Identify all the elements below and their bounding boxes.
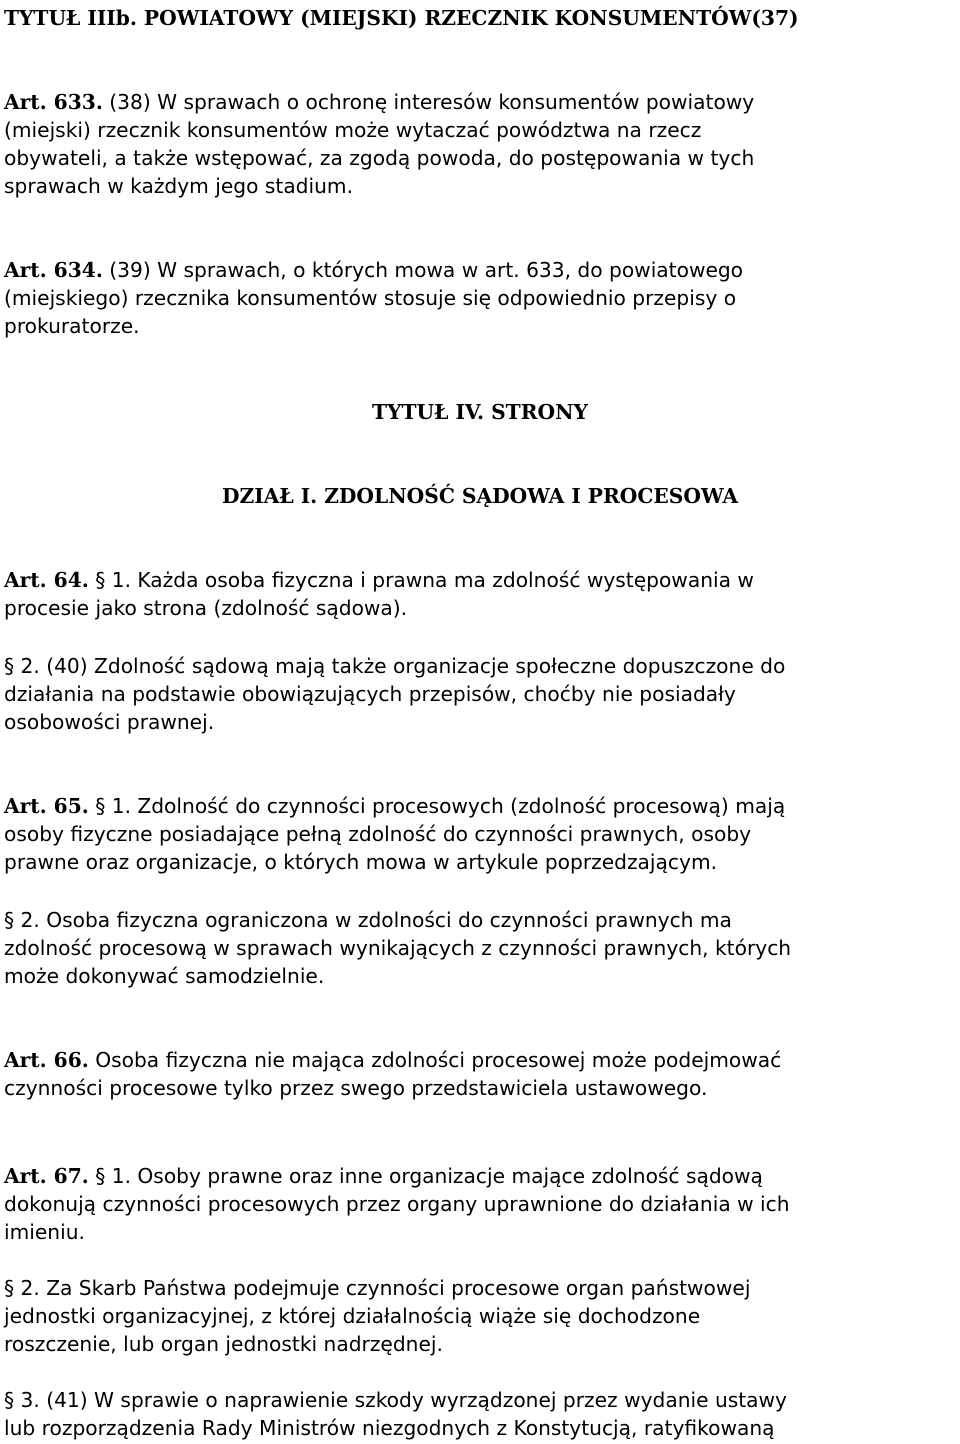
article-text: Osoba fizyczna nie mająca zdolności procesowej może podejmować bbox=[88, 1048, 782, 1072]
article-633 bbox=[4, 88, 960, 200]
art-67-p2-line-2: jednostki organizacyjnej, z której działalnością wiąże się dochodzone bbox=[4, 1304, 701, 1328]
article-label: Art. 634. bbox=[4, 258, 103, 282]
article-text: (38) W sprawach o ochronę interesów konsumentów powiatowy bbox=[102, 90, 755, 114]
art-66-line-2: czynności procesowe tylko przez swego przedstawiciela ustawowego. bbox=[4, 1076, 708, 1100]
art-67-p3-line-2: lub rozporządzenia Rady Ministrów niezgodnych z Konstytucją, ratyfikowaną bbox=[4, 1416, 775, 1440]
article-text: § 1. Każda osoba fizyczna i prawna ma zdolność występowania w bbox=[88, 568, 754, 592]
art-633-line-2: (miejski) rzecznik konsumentów może wytaczać powództwa na rzecz bbox=[4, 118, 702, 142]
heading-dzial-i bbox=[0, 482, 960, 510]
art-67-p2-line-1: § 2. Za Skarb Państwa podejmuje czynności procesowe organ państwowej bbox=[4, 1276, 751, 1300]
article-65-par-1 bbox=[4, 792, 960, 876]
art-64-p2-line-1: § 2. (40) Zdolność sądową mają także organizacje społeczne dopuszczone do bbox=[4, 654, 786, 678]
art-634-line-2: (miejskiego) rzecznika konsumentów stosuje się odpowiednio przepisy o bbox=[4, 286, 737, 310]
article-65-par-2 bbox=[4, 906, 960, 990]
article-label: Art. 65. bbox=[4, 794, 89, 818]
art-67-p2-line-3: roszczenie, lub organ jednostki nadrzędnej. bbox=[4, 1332, 443, 1356]
art-66-line-1 bbox=[4, 1046, 960, 1074]
dzial-i-text: DZIAŁ I. ZDOLNOŚĆ SĄDOWA I PROCESOWA bbox=[221, 484, 739, 508]
article-64-par-1 bbox=[4, 566, 960, 622]
article-label: Art. 633. bbox=[4, 90, 103, 114]
art-67-p1-line-2: dokonują czynności procesowych przez organy uprawnione do działania w ich bbox=[4, 1192, 790, 1216]
art-64-p1-line-1 bbox=[4, 566, 960, 594]
article-634 bbox=[4, 256, 960, 340]
article-67-par-2 bbox=[4, 1274, 960, 1358]
article-label: Art. 67. bbox=[4, 1164, 89, 1188]
art-65-p2-line-2: zdolność procesową w sprawach wynikających z czynności prawnych, których bbox=[4, 936, 792, 960]
art-64-p1-line-2: procesie jako strona (zdolność sądowa). bbox=[4, 596, 408, 620]
article-text: § 1. Zdolność do czynności procesowych (zdolność procesową) mają bbox=[88, 794, 786, 818]
art-634-line-1 bbox=[4, 256, 960, 284]
art-67-p3-line-1: § 3. (41) W sprawie o naprawienie szkody wyrządzonej przez wydanie ustawy bbox=[4, 1388, 788, 1412]
article-66 bbox=[4, 1046, 960, 1102]
art-67-p1-line-3: imieniu. bbox=[4, 1220, 85, 1244]
heading-title-iiib bbox=[4, 4, 960, 32]
article-67-par-1 bbox=[4, 1162, 960, 1246]
article-67-par-3 bbox=[4, 1386, 960, 1442]
art-65-p1-line-1 bbox=[4, 792, 960, 820]
art-64-p2-line-2: działania na podstawie obowiązujących przepisów, choćby nie posiadały bbox=[4, 682, 736, 706]
article-label: Art. 64. bbox=[4, 568, 89, 592]
heading-title-iv bbox=[0, 398, 960, 426]
art-65-p2-line-3: może dokonywać samodzielnie. bbox=[4, 964, 325, 988]
article-label: Art. 66. bbox=[4, 1048, 89, 1072]
title-iiib-text: TYTUŁ IIIb. POWIATOWY (MIEJSKI) RZECZNIK KONSUMENTÓW(37) bbox=[4, 6, 799, 30]
art-65-p2-line-1: § 2. Osoba fizyczna ograniczona w zdolności do czynności prawnych ma bbox=[4, 908, 732, 932]
art-64-p2-line-3: osobowości prawnej. bbox=[4, 710, 215, 734]
art-65-p1-line-2: osoby fizyczne posiadające pełną zdolność do czynności prawnych, osoby bbox=[4, 822, 752, 846]
article-64-par-2 bbox=[4, 652, 960, 736]
art-633-line-3: obywateli, a także wstępować, za zgodą powoda, do postępowania w tych bbox=[4, 146, 755, 170]
article-text: § 1. Osoby prawne oraz inne organizacje mające zdolność sądową bbox=[88, 1164, 763, 1188]
title-iv-text: TYTUŁ IV. STRONY bbox=[372, 400, 588, 424]
art-633-line-1 bbox=[4, 88, 960, 116]
art-634-line-3: prokuratorze. bbox=[4, 314, 140, 338]
art-65-p1-line-3: prawne oraz organizacje, o których mowa w artykule poprzedzającym. bbox=[4, 850, 718, 874]
art-67-p1-line-1 bbox=[4, 1162, 960, 1190]
article-text: (39) W sprawach, o których mowa w art. 633, do powiatowego bbox=[102, 258, 744, 282]
art-633-line-4: sprawach w każdym jego stadium. bbox=[4, 174, 353, 198]
